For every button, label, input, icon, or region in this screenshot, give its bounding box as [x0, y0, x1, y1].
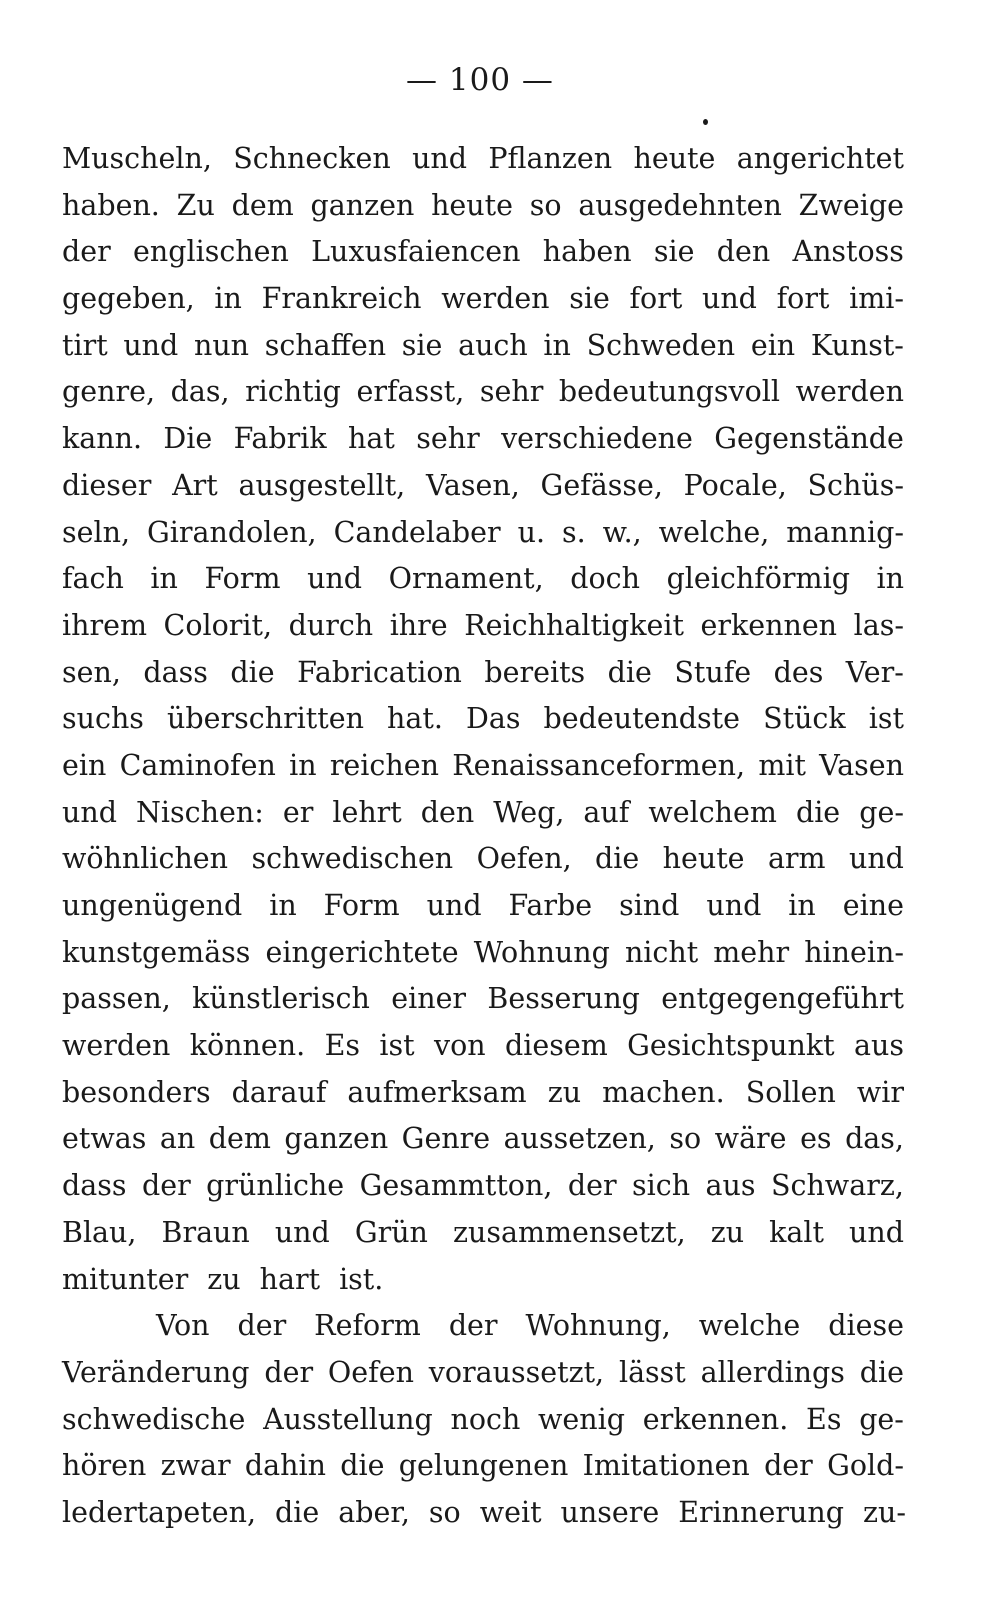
- word: welche,: [658, 515, 770, 549]
- word: einer: [391, 982, 467, 1016]
- word: reichen: [329, 748, 439, 782]
- word: wir: [856, 1075, 904, 1109]
- word: auch: [458, 328, 528, 362]
- word: gleichförmig: [666, 562, 850, 596]
- text-line: [62, 463, 904, 510]
- word: werden: [441, 282, 550, 316]
- text-line: [62, 323, 904, 370]
- text-line: [62, 510, 904, 557]
- word: die: [275, 1495, 320, 1529]
- word: fort: [776, 282, 830, 316]
- word: erkennen: [700, 608, 838, 642]
- word: arm: [767, 842, 826, 876]
- word: heute: [431, 188, 513, 222]
- word: s.: [561, 515, 586, 549]
- word: der: [764, 1449, 813, 1483]
- word: fach: [62, 562, 124, 596]
- word: Weg,: [493, 795, 565, 829]
- word: in: [150, 562, 178, 596]
- word: las-: [853, 608, 904, 642]
- word: Oefen: [327, 1355, 414, 1389]
- word: aussetzen,: [503, 1122, 656, 1156]
- word: noch: [450, 1402, 521, 1436]
- word: in: [269, 889, 297, 922]
- word: Von: [156, 1309, 210, 1343]
- word: von: [433, 1029, 486, 1063]
- word: gelungenen: [398, 1449, 569, 1483]
- text-line: [62, 1257, 904, 1304]
- word: hören: [62, 1449, 147, 1483]
- word: Farbe: [508, 889, 593, 922]
- word: ge-: [859, 795, 904, 829]
- word: Imitationen: [582, 1449, 750, 1483]
- word: durch: [288, 608, 374, 642]
- word: kunstgemäss: [62, 935, 251, 969]
- word: heute: [662, 842, 745, 876]
- word: Luxusfaiencen: [311, 235, 521, 269]
- word: Gesammtton,: [359, 1169, 553, 1203]
- word: so: [529, 188, 562, 222]
- word: sehr: [416, 422, 480, 456]
- word: lehrt: [332, 795, 402, 829]
- word: entgegengeführt: [661, 982, 904, 1016]
- print-speck: [703, 119, 708, 125]
- word: w.,: [602, 515, 642, 549]
- word: genre,: [62, 375, 156, 409]
- word: ist.: [339, 1262, 384, 1296]
- word: Gesichtspunkt: [627, 1029, 835, 1063]
- word: Ver-: [845, 655, 904, 689]
- word: hat: [348, 422, 395, 456]
- word: Nischen:: [135, 795, 264, 829]
- word: mit: [758, 748, 806, 782]
- word: Erinnerung: [678, 1495, 844, 1529]
- word: so: [669, 1122, 702, 1156]
- word: Girandolen,: [146, 515, 317, 549]
- word: fort: [629, 282, 683, 316]
- text-line: [62, 416, 904, 463]
- text-line: [62, 1490, 904, 1537]
- word: wäre: [714, 1122, 787, 1156]
- word: dieser: [62, 468, 152, 502]
- word: ist: [379, 1029, 415, 1063]
- word: Pflanzen: [488, 142, 613, 175]
- word: schaffen: [264, 328, 387, 362]
- page-number: — 100 —: [406, 62, 554, 98]
- word: Die: [163, 422, 213, 456]
- text-line: [62, 1350, 904, 1397]
- word: aus: [705, 1169, 756, 1203]
- word: tirt: [62, 328, 108, 362]
- word: eingerichtete: [265, 935, 459, 969]
- word: auf: [583, 795, 630, 829]
- word: haben: [542, 235, 632, 269]
- word: Schweden: [586, 328, 736, 362]
- word: das,: [845, 1122, 904, 1156]
- word: Art: [172, 468, 218, 502]
- text-line: [62, 1397, 904, 1444]
- word: und: [701, 282, 757, 316]
- text-line: [62, 136, 904, 183]
- word: Das: [465, 702, 521, 736]
- word: es: [800, 1122, 832, 1156]
- text-line: [62, 183, 904, 230]
- word: mehr: [713, 935, 790, 969]
- word: angerichtet: [736, 142, 904, 175]
- word: erfasst,: [356, 375, 465, 409]
- word: Sollen: [745, 1075, 836, 1109]
- word: welchem: [648, 795, 777, 829]
- word: Wohnung: [473, 935, 610, 969]
- word: werden: [62, 1029, 171, 1063]
- word: zu: [547, 1075, 582, 1109]
- word: sie: [401, 328, 443, 362]
- word: Vasen: [819, 748, 904, 782]
- word: voraussetzt,: [428, 1355, 605, 1389]
- word: u.: [517, 515, 546, 549]
- word: zwar: [160, 1449, 231, 1483]
- word: gegeben,: [62, 282, 195, 316]
- word: nun: [193, 328, 250, 362]
- word: Veränderung: [62, 1355, 250, 1389]
- text-line: [62, 650, 904, 697]
- word: machen.: [602, 1075, 725, 1109]
- word: seln,: [62, 515, 131, 549]
- word: allerdings: [700, 1355, 845, 1389]
- text-line: [62, 1070, 904, 1117]
- word: die: [795, 795, 841, 829]
- word: hinein-: [804, 935, 904, 969]
- word: so: [428, 1495, 461, 1529]
- word: ein: [750, 328, 796, 362]
- word: Braun: [161, 1215, 250, 1249]
- word: Wohnung,: [525, 1309, 671, 1343]
- word: der: [264, 1355, 314, 1389]
- text-line: [62, 556, 904, 603]
- word: Candelaber: [333, 515, 501, 549]
- word: des: [773, 655, 824, 689]
- word: der: [62, 235, 111, 269]
- body-text: [62, 136, 904, 1537]
- text-line: [62, 696, 904, 743]
- word: passen,: [62, 982, 171, 1016]
- text-line: [62, 1023, 904, 1070]
- word: Es: [324, 1029, 360, 1063]
- word: bereits: [484, 655, 586, 689]
- word: ledertapeten,: [62, 1495, 257, 1529]
- word: Schwarz,: [770, 1169, 904, 1203]
- word: Genre: [401, 1122, 491, 1156]
- word: mitunter: [62, 1262, 189, 1296]
- word: haben.: [62, 188, 160, 222]
- word: Fabrication: [297, 655, 462, 689]
- word: der: [448, 1309, 498, 1343]
- word: und: [412, 142, 468, 175]
- word: diese: [828, 1309, 904, 1343]
- word: überschritten: [167, 702, 364, 736]
- word: suchs: [62, 702, 144, 736]
- word: erkennen.: [642, 1402, 789, 1436]
- text-line: [62, 1210, 904, 1257]
- word: die: [859, 1355, 904, 1389]
- word: ausgestellt,: [238, 468, 406, 502]
- word: der: [141, 1169, 191, 1203]
- text-line: [62, 836, 904, 883]
- word: in: [543, 328, 571, 362]
- word: etwas: [62, 1122, 147, 1156]
- word: und: [706, 889, 762, 922]
- word: Fabrik: [233, 422, 327, 456]
- text-line: [62, 1303, 904, 1350]
- word: grünliche: [206, 1169, 345, 1203]
- word: ein: [62, 748, 107, 782]
- word: sich: [632, 1169, 691, 1203]
- text-line: [62, 930, 904, 977]
- word: der: [237, 1309, 287, 1343]
- word: unsere: [560, 1495, 660, 1529]
- word: nicht: [624, 935, 699, 969]
- word: das,: [170, 375, 230, 409]
- word: Ausstellung: [263, 1402, 433, 1436]
- word: sen,: [62, 655, 121, 689]
- word: darauf: [231, 1075, 327, 1109]
- word: den: [420, 795, 475, 829]
- word: künstlerisch: [192, 982, 370, 1016]
- word: dass: [62, 1169, 127, 1203]
- text-line: [62, 1163, 904, 1210]
- word: können.: [189, 1029, 306, 1063]
- word: lässt: [618, 1355, 686, 1389]
- word: sie: [569, 282, 610, 316]
- word: aufmerksam: [347, 1075, 527, 1109]
- word: Gold-: [827, 1449, 904, 1483]
- word: Es: [806, 1402, 842, 1436]
- word: und: [123, 328, 179, 362]
- word: dem: [231, 188, 294, 222]
- word: Muscheln,: [62, 142, 212, 175]
- word: sie: [653, 235, 695, 269]
- text-line: [62, 790, 904, 837]
- word: Gefässe,: [540, 468, 663, 502]
- word: Renaissanceformen,: [452, 748, 746, 782]
- word: zusammensetzt,: [452, 1215, 686, 1249]
- word: ganzen: [284, 1122, 389, 1156]
- word: dass: [143, 655, 208, 689]
- word: verschiedene: [501, 422, 693, 456]
- word: dem: [208, 1122, 271, 1156]
- word: bedeutendste: [543, 702, 740, 736]
- word: Oefen,: [476, 842, 572, 876]
- word: und: [426, 889, 482, 922]
- word: Reichhaltigkeit: [464, 608, 684, 642]
- word: aber,: [338, 1495, 410, 1529]
- word: welche: [698, 1309, 801, 1343]
- word: Reform: [314, 1309, 421, 1343]
- text-line: [62, 883, 904, 930]
- word: eine: [842, 889, 904, 922]
- word: ausgedehnten: [578, 188, 782, 222]
- word: ihre: [389, 608, 448, 642]
- word: Form: [204, 562, 281, 596]
- word: Gegenstände: [714, 422, 904, 456]
- word: die: [340, 1449, 385, 1483]
- word: in: [214, 282, 242, 316]
- word: hart: [259, 1262, 321, 1296]
- word: schwedischen: [251, 842, 454, 876]
- word: Anstoss: [792, 235, 904, 269]
- word: in: [289, 748, 317, 782]
- text-line: [62, 369, 904, 416]
- word: Pocale,: [683, 468, 787, 502]
- word: und: [62, 795, 117, 829]
- word: wenig: [538, 1402, 626, 1436]
- word: und: [274, 1215, 330, 1249]
- word: doch: [570, 562, 640, 596]
- word: den: [716, 235, 771, 269]
- word: Frankreich: [261, 282, 422, 316]
- word: ungenügend: [62, 889, 243, 922]
- word: aus: [853, 1029, 904, 1063]
- text-line: [62, 1116, 904, 1163]
- word: zu: [207, 1262, 241, 1296]
- word: Stück: [763, 702, 846, 736]
- word: Colorit,: [163, 608, 273, 642]
- word: imi-: [849, 282, 904, 316]
- word: Stufe: [674, 655, 752, 689]
- word: Grün: [354, 1215, 428, 1249]
- word: richtig: [245, 375, 341, 409]
- word: besonders: [62, 1075, 211, 1109]
- word: Besserung: [487, 982, 640, 1016]
- word: Kunst-: [810, 328, 904, 362]
- word: ist: [868, 702, 904, 736]
- word: Zu: [176, 188, 215, 222]
- word: und: [848, 842, 904, 876]
- word: kann.: [62, 422, 143, 456]
- word: mannig-: [786, 515, 904, 549]
- word: der: [567, 1169, 617, 1203]
- word: sehr: [479, 375, 544, 409]
- word: ganzen: [310, 188, 415, 222]
- word: weit: [479, 1495, 542, 1529]
- word: sind: [619, 889, 680, 922]
- word: er: [282, 795, 314, 829]
- text-line: [62, 743, 904, 790]
- word: hat.: [387, 702, 443, 736]
- word: die: [607, 655, 652, 689]
- text-line: [62, 976, 904, 1023]
- word: an: [159, 1122, 196, 1156]
- word: diesem: [505, 1029, 608, 1063]
- word: Schnecken: [233, 142, 391, 175]
- word: heute: [633, 142, 716, 175]
- word: englischen: [133, 235, 289, 269]
- word: ge-: [859, 1402, 904, 1436]
- text-line: [62, 276, 904, 323]
- word: in: [876, 562, 904, 596]
- word: die: [230, 655, 275, 689]
- word: Schüs-: [807, 468, 904, 502]
- word: Blau,: [62, 1215, 137, 1249]
- word: Zweige: [798, 188, 904, 222]
- word: ihrem: [62, 608, 147, 642]
- word: werden: [795, 375, 904, 409]
- word: Ornament,: [388, 562, 544, 596]
- word: schwedische: [62, 1402, 246, 1436]
- word: Form: [323, 889, 400, 922]
- text-line: [62, 603, 904, 650]
- word: bedeutungsvoll: [558, 375, 781, 409]
- text-line: [62, 229, 904, 276]
- word: kalt: [769, 1215, 824, 1249]
- word: in: [788, 889, 816, 922]
- word: Caminofen: [119, 748, 276, 782]
- word: und: [307, 562, 363, 596]
- text-line: [62, 1443, 904, 1490]
- word: dahin: [244, 1449, 326, 1483]
- word: und: [849, 1215, 904, 1249]
- word: zu-: [862, 1495, 906, 1529]
- word: wöhnlichen: [62, 842, 229, 876]
- word: die: [595, 842, 640, 876]
- word: Vasen,: [425, 468, 520, 502]
- word: zu: [710, 1215, 745, 1249]
